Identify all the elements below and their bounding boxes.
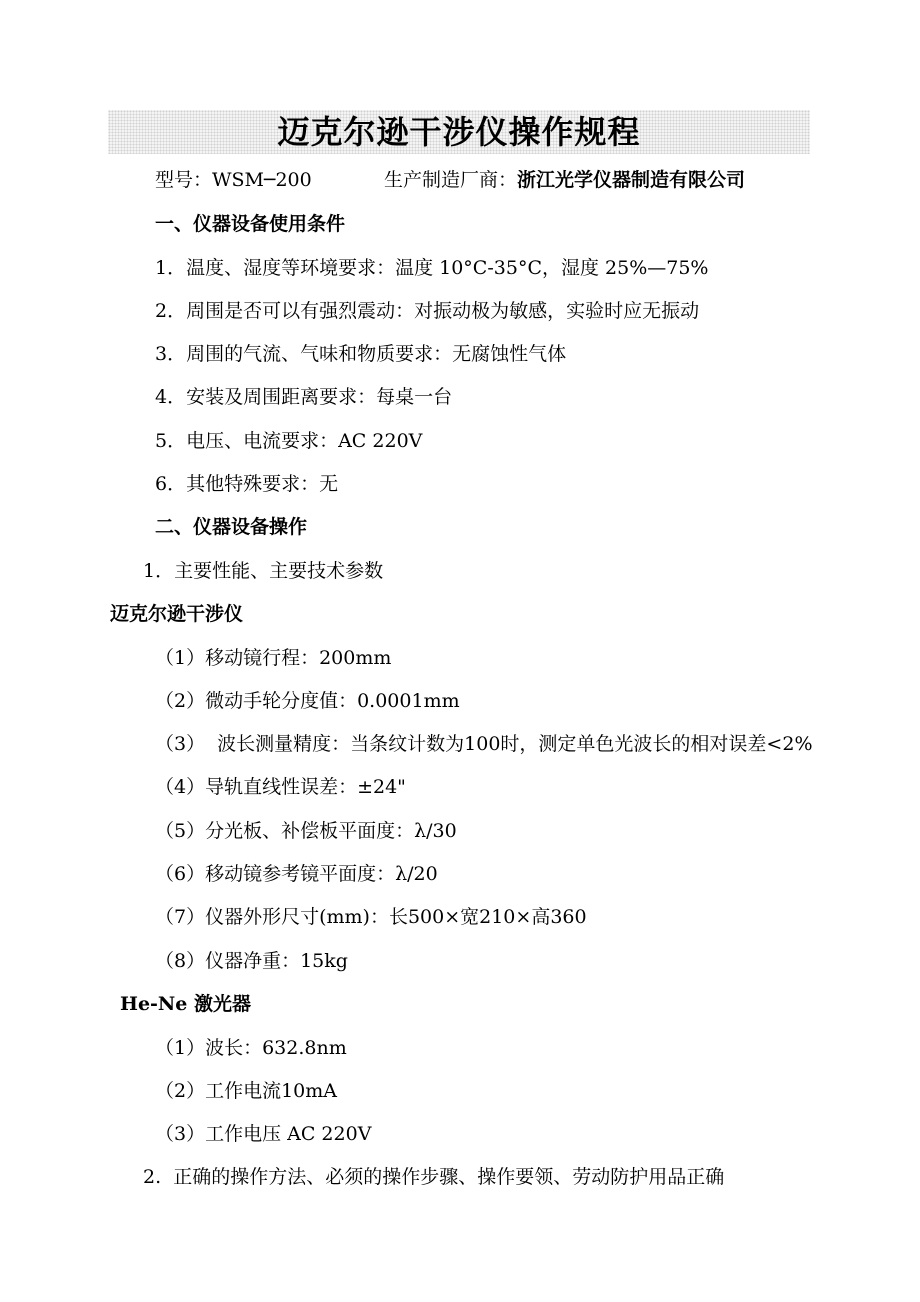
model-line [155,168,312,192]
interferometer-param-2: （2）微动手轮分度值：0.0001mm [155,690,460,712]
laser-param-2: （2）工作电流10mA [155,1080,338,1102]
section2-heading: 二、仪器设备操作 [155,516,308,538]
maker-line [384,168,745,192]
condition-item-2: 2．周围是否可以有强烈震动：对振动极为敏感，实验时应无振动 [155,300,700,322]
page-title: 迈克尔逊干涉仪操作规程 [277,113,641,151]
laser-heading: He-Ne 激光器 [120,993,251,1015]
model-value: WSM─200 [212,169,312,191]
subsection-1-heading: 1．主要性能、主要技术参数 [143,560,384,582]
maker-label: 生产制造厂商： [384,169,518,191]
model-label: 型号： [155,169,213,191]
interferometer-heading: 迈克尔逊干涉仪 [110,603,244,625]
condition-item-3: 3．周围的气流、气味和物质要求：无腐蚀性气体 [155,343,567,365]
subsection-2-heading: 2. 正确的操作方法、必须的操作步骤、操作要领、劳动防护用品正确 [143,1166,725,1188]
section1-heading: 一、仪器设备使用条件 [155,213,346,235]
laser-param-3: （3）工作电压 AC 220V [155,1123,372,1145]
condition-item-4: 4．安装及周围距离要求：每桌一台 [155,386,453,408]
condition-item-6: 6．其他特殊要求：无 [155,473,339,495]
maker-value: 浙江光学仪器制造有限公司 [517,169,746,191]
condition-item-5: 5．电压、电流要求：AC 220V [155,430,423,452]
interferometer-param-8: （8）仪器净重：15kg [155,950,348,972]
interferometer-param-1: （1）移动镜行程：200mm [155,647,392,669]
interferometer-param-4: （4）导轨直线性误差：±24" [155,776,406,798]
interferometer-param-5: （5）分光板、补偿板平面度：λ/30 [155,820,457,842]
interferometer-param-6: （6）移动镜参考镜平面度：λ/20 [155,863,438,885]
laser-param-1: （1）波长：632.8nm [155,1037,347,1059]
interferometer-param-7: （7）仪器外形尺寸(mm)：长500×宽210×高360 [155,906,587,928]
interferometer-param-3: （3） 波长测量精度：当条纹计数为100时，测定单色光波长的相对误差<2% [155,733,813,755]
condition-item-1: 1．温度、湿度等环境要求：温度 10°C-35°C，湿度 25%—75% [155,257,709,279]
